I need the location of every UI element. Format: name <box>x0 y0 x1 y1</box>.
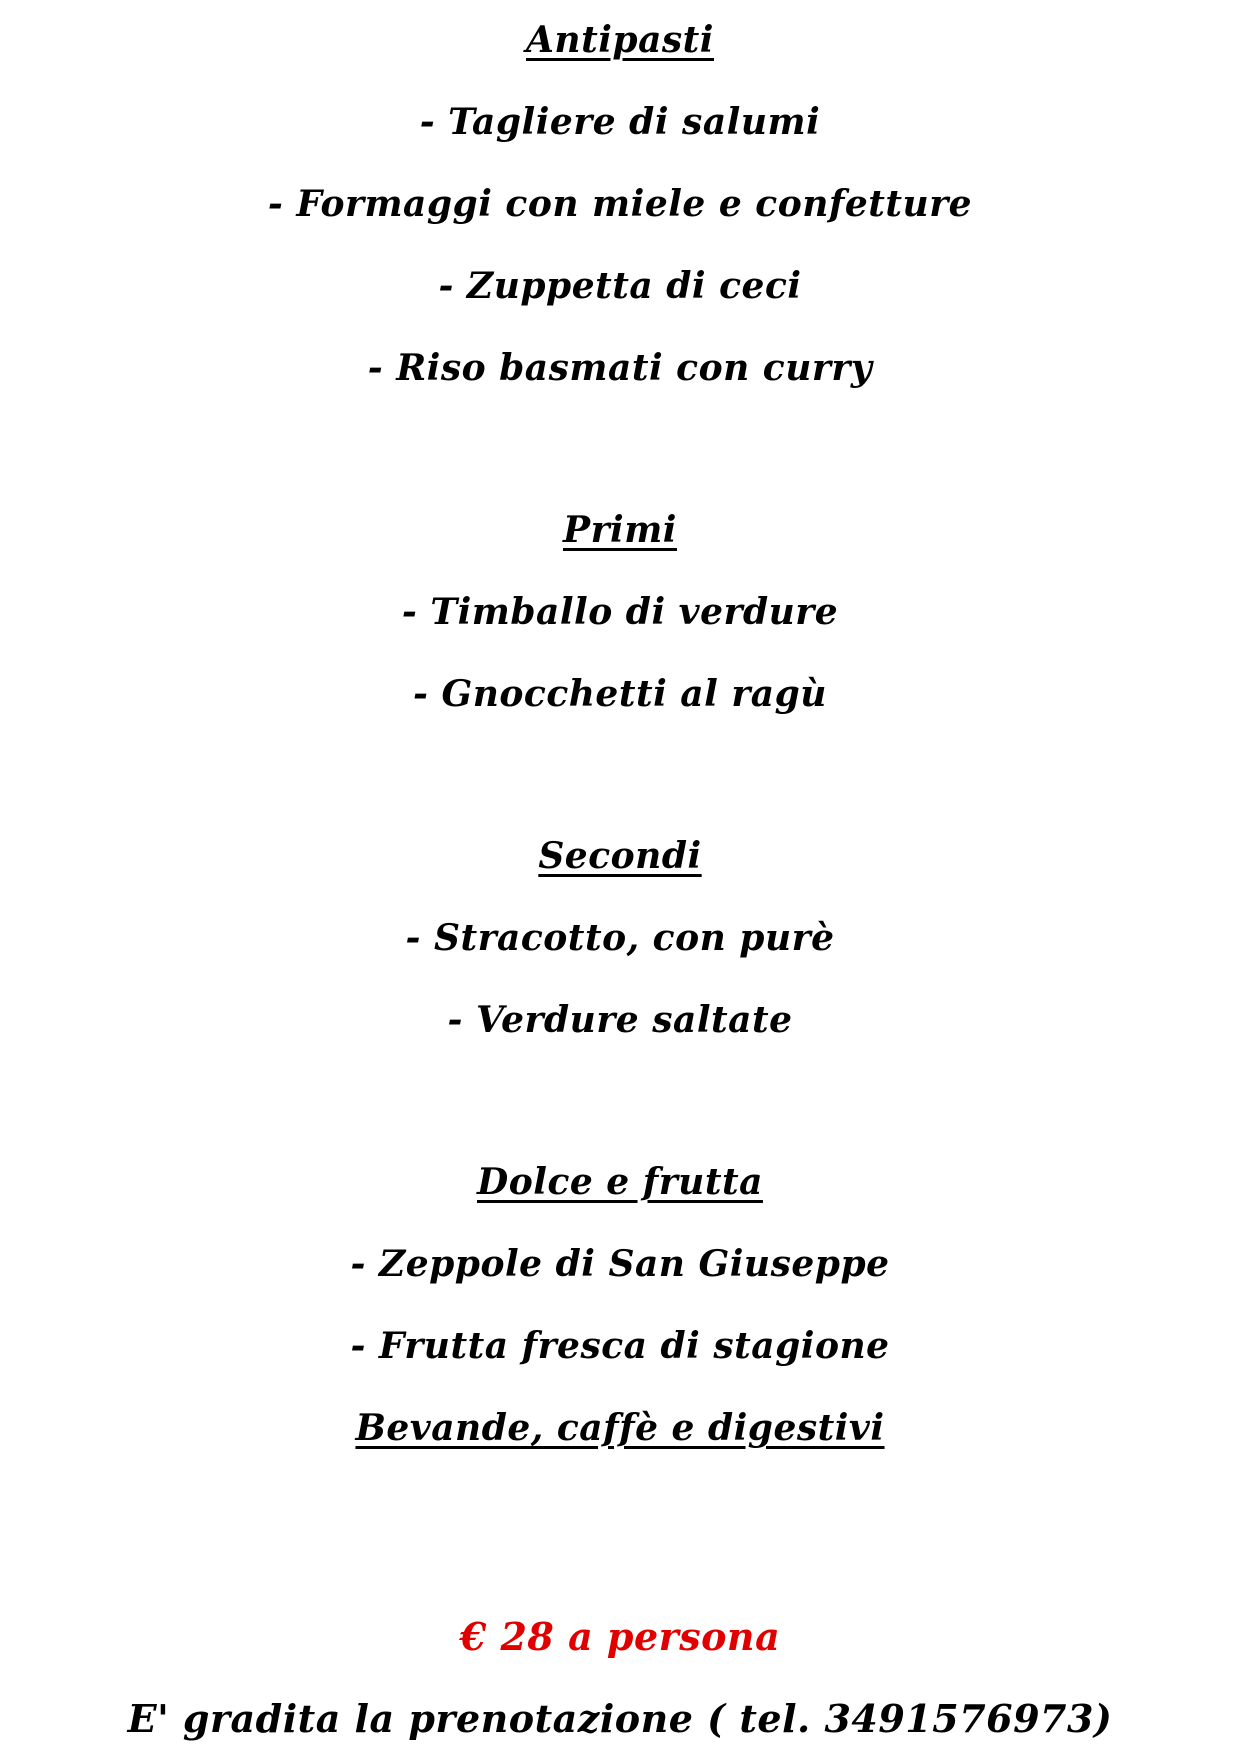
menu-item: - Zeppole di San Giuseppe <box>350 1243 890 1285</box>
menu-item: - Stracotto, con purè <box>405 917 835 959</box>
menu-item: - Formaggi con miele e confetture <box>267 183 973 225</box>
menu-item: - Timballo di verdure <box>401 591 839 633</box>
menu-item: - Gnocchetti al ragù <box>413 673 827 715</box>
menu-item: - Verdure saltate <box>447 999 793 1041</box>
price-per-person: € 28 a persona <box>459 1614 781 1659</box>
reservation-contact: E' gradita la prenotazione ( tel. 3491576973) <box>127 1696 1113 1741</box>
section-title-primi: Primi <box>563 509 677 551</box>
menu-item: - Zuppetta di ceci <box>438 265 802 307</box>
menu-item: - Tagliere di salumi <box>419 101 821 143</box>
section-title-bevande: Bevande, caffè e digestivi <box>355 1407 885 1449</box>
section-title-antipasti: Antipasti <box>526 19 714 61</box>
menu-item: - Frutta fresca di stagione <box>350 1325 890 1367</box>
section-title-secondi: Secondi <box>538 835 702 877</box>
menu-item: - Riso basmati con curry <box>367 347 873 389</box>
section-title-dolce: Dolce e frutta <box>477 1161 763 1203</box>
